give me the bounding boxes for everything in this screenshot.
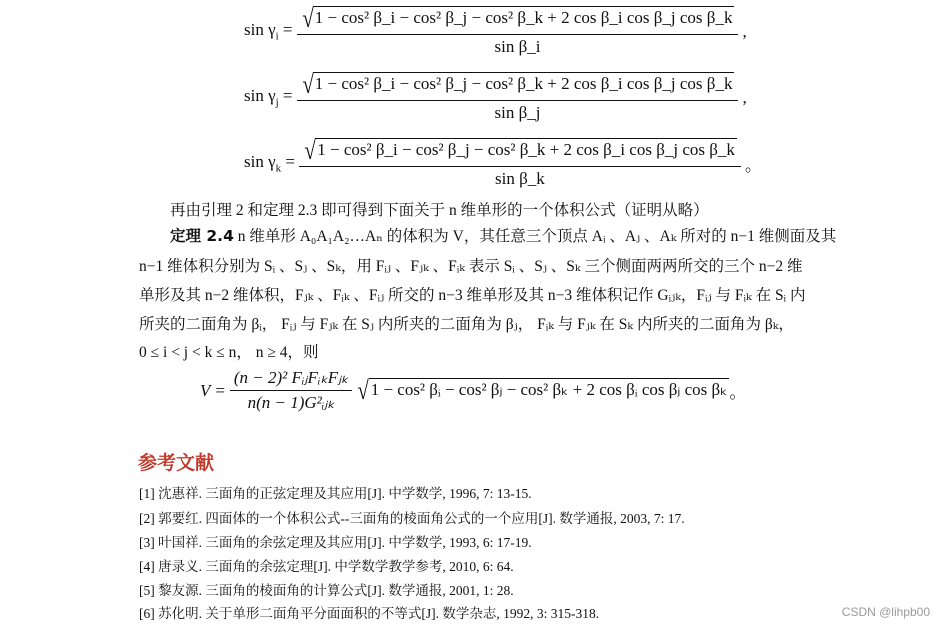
reference-item-1: [1] 沈惠祥. 三面角的正弦定理及其应用[J]. 中学数学, 1996, 7: 13-15. xyxy=(139,486,532,501)
volume-trailing-period: 。 xyxy=(729,383,747,402)
reference-item-3: [3] 叶国祥. 三面角的余弦定理及其应用[J]. 中学数学, 1993, 6: 17-19. xyxy=(139,535,532,550)
volume-radicand: 1 − cos² βᵢ − cos² βⱼ − cos² βₖ + 2 cos βᵢ cos βⱼ cos βₖ xyxy=(369,378,730,404)
volume-numerator: (n − 2)² FᵢⱼFᵢₖFⱼₖ xyxy=(233,368,349,387)
volume-lhs: V = xyxy=(200,380,226,400)
theorem-line-3: 单形及其 n−2 维体积，Fⱼₖ 、Fᵢₖ 、Fᵢⱼ 所交的 n−3 维单形及其 n−3 维体积记作 Gᵢⱼₖ，Fᵢⱼ 与 Fᵢₖ 在 Sᵢ 内 xyxy=(139,287,806,304)
radicand: 1 − cos² β_i − cos² β_j − cos² β_k + 2 cos β_i cos β_j cos β_k xyxy=(315,138,737,164)
reference-item-5: [5] 黎友源. 三面角的棱面角的计算公式[J]. 数学通报, 2001, 1: 28. xyxy=(139,583,514,598)
equation-sin-gamma-j xyxy=(244,72,747,123)
denominator: sin β_k xyxy=(495,169,545,188)
theorem-line-2: n−1 维体积分别为 Sᵢ 、Sⱼ 、Sₖ，用 Fᵢⱼ 、Fⱼₖ 、Fᵢₖ 表示 Sᵢ 、Sⱼ 、Sₖ 三个侧面两两所交的三个 n−2 维 xyxy=(139,258,803,275)
theorem-line-4: 所夹的二面角为 βᵢ， Fᵢⱼ 与 Fⱼₖ 在 Sⱼ 内所夹的二面角为 βⱼ， Fᵢₖ 与 Fⱼₖ 在 Sₖ 内所夹的二面角为 βₖ， xyxy=(139,316,794,333)
references-heading: 参考文献 xyxy=(138,452,215,474)
denominator: sin β_i xyxy=(494,37,541,56)
volume-denominator: n(n − 1)G²ᵢⱼₖ xyxy=(247,393,335,412)
radicand: 1 − cos² β_i − cos² β_j − cos² β_k + 2 cos β_i cos β_j cos β_k xyxy=(313,72,735,98)
equation-sin-gamma-i xyxy=(244,6,747,57)
eq-lhs: $\sin \gamma_i$ = xyxy=(244,20,293,43)
reference-item-4: [4] 唐录义. 三面角的余弦定理[J]. 中学数学教学参考, 2010, 6: 64. xyxy=(139,559,514,574)
intro-line: 再由引理 2 和定理 2.3 即可得到下面关于 n 维单形的一个体积公式（证明从略） xyxy=(170,202,709,219)
theorem-line-1: n 维单形 A₀A₁A₂…Aₙ 的体积为 V，其任意三个顶点 Aᵢ 、Aⱼ 、Aₖ 所对的 n−1 维侧面及其 xyxy=(237,228,837,245)
equation-sin-gamma-k xyxy=(244,138,762,189)
eq-lhs: $\sin \gamma_k$ = xyxy=(244,152,295,175)
csdn-watermark: CSDN @lihpb00 xyxy=(841,605,930,619)
fraction: √ 1 − cos² β_i − cos² β_j − cos² β_k + 2 cos β_i cos β_j cos β_k sin β_i xyxy=(297,6,739,57)
reference-item-6: [6] 苏化明. 关于单形二面角平分面面积的不等式[J]. 数学杂志, 1992, 3: 315-318. xyxy=(139,606,600,621)
radicand: 1 − cos² β_i − cos² β_j − cos² β_k + 2 cos β_i cos β_j cos β_k xyxy=(313,6,735,32)
theorem-label: 定理 2.4 xyxy=(170,227,234,245)
trailing-comma: , xyxy=(742,21,747,41)
theorem-first-line xyxy=(170,226,836,247)
eq-lhs: $\sin \gamma_j$ = xyxy=(244,86,293,109)
trailing-period: 。 xyxy=(744,156,762,175)
theorem-line-5: 0 ≤ i < j < k ≤ n， n ≥ 4，则 xyxy=(139,344,319,361)
trailing-comma: , xyxy=(742,87,747,107)
volume-formula: V = $\frac{\text{(n − 2)² FᵢⱼFᵢₖFⱼₖ}}{\text{n(n − 1)G²ᵢⱼₖ}}$ √ 1 − cos² βᵢ − cos² βⱼ − cos² βₖ + 2 cos βᵢ cos βⱼ cos βₖ 。 xyxy=(200,368,747,412)
denominator: sin β_j xyxy=(494,103,541,122)
reference-item-2: [2] 郭要红. 四面体的一个体积公式--三面角的棱面角公式的一个应用[J]. 数学通报, 2003, 7: 17. xyxy=(139,511,685,526)
volume-fraction xyxy=(230,368,353,413)
fraction: √ 1 − cos² β_i − cos² β_j − cos² β_k + 2 cos β_i cos β_j cos β_k sin β_j xyxy=(297,72,739,123)
fraction: √ 1 − cos² β_i − cos² β_j − cos² β_k + 2 cos β_i cos β_j cos β_k sin β_k xyxy=(299,138,741,189)
